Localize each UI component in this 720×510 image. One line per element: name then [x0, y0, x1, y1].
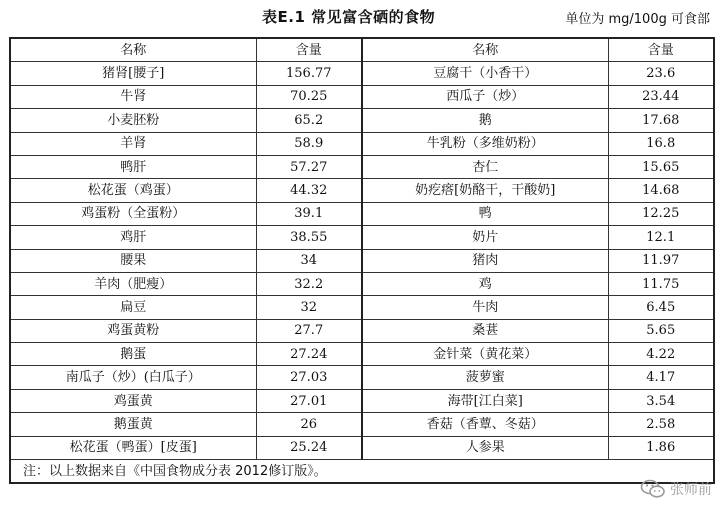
table-row — [10, 155, 714, 178]
food-name-cell: 松花蛋（鸡蛋） — [10, 179, 256, 202]
food-name-cell: 鹅蛋黄 — [10, 413, 256, 436]
selenium-value-cell: 38.55 — [256, 226, 362, 249]
header-name-right: 名称 — [362, 38, 608, 62]
selenium-value-cell: 14.68 — [608, 179, 714, 202]
food-name-cell: 鸭肝 — [10, 155, 256, 178]
table-row — [10, 85, 714, 108]
selenium-value-cell: 17.68 — [608, 109, 714, 132]
food-name-cell: 猪肾[腰子] — [10, 62, 256, 85]
selenium-value-cell: 5.65 — [608, 319, 714, 342]
selenium-value-cell: 2.58 — [608, 413, 714, 436]
food-name-cell: 鹅蛋 — [10, 343, 256, 366]
food-name-cell: 牛肾 — [10, 85, 256, 108]
selenium-value-cell: 11.75 — [608, 272, 714, 295]
title-bar — [0, 6, 720, 28]
watermark-text: 张师前 — [670, 482, 712, 498]
food-name-cell: 鸡 — [362, 272, 608, 295]
table-row — [10, 249, 714, 272]
selenium-value-cell: 156.77 — [256, 62, 362, 85]
table-row — [10, 413, 714, 436]
watermark — [640, 478, 712, 500]
selenium-value-cell: 32.2 — [256, 272, 362, 295]
food-name-cell: 豆腐干（小香干） — [362, 62, 608, 85]
header-name-left: 名称 — [10, 38, 256, 62]
header-row — [10, 38, 714, 62]
food-name-cell: 羊肉（肥瘦） — [10, 272, 256, 295]
selenium-value-cell: 23.44 — [608, 85, 714, 108]
header-value-right: 含量 — [608, 38, 714, 62]
table-row — [10, 366, 714, 389]
selenium-value-cell: 23.6 — [608, 62, 714, 85]
selenium-value-cell: 57.27 — [256, 155, 362, 178]
table-row — [10, 202, 714, 225]
selenium-value-cell: 32 — [256, 296, 362, 319]
table-row — [10, 109, 714, 132]
food-name-cell: 猪肉 — [362, 249, 608, 272]
food-name-cell: 鸡蛋黄 — [10, 389, 256, 412]
selenium-value-cell: 12.25 — [608, 202, 714, 225]
food-name-cell: 西瓜子（炒） — [362, 85, 608, 108]
selenium-value-cell: 4.17 — [608, 366, 714, 389]
table-row — [10, 436, 714, 459]
note-row — [10, 460, 714, 484]
food-name-cell: 牛乳粉（多维奶粉） — [362, 132, 608, 155]
table-row — [10, 389, 714, 412]
food-name-cell: 鸡蛋黄粉 — [10, 319, 256, 342]
food-name-cell: 桑葚 — [362, 319, 608, 342]
food-name-cell: 鸡肝 — [10, 226, 256, 249]
selenium-value-cell: 27.01 — [256, 389, 362, 412]
food-name-cell: 羊肾 — [10, 132, 256, 155]
source-note: 注：以上数据来自《中国食物成分表 2012修订版》。 — [10, 460, 714, 484]
selenium-value-cell: 39.1 — [256, 202, 362, 225]
unit-label: 单位为 mg/100g 可食部 — [565, 12, 710, 27]
food-name-cell: 鸭 — [362, 202, 608, 225]
selenium-value-cell: 15.65 — [608, 155, 714, 178]
selenium-value-cell: 3.54 — [608, 389, 714, 412]
food-name-cell: 腰果 — [10, 249, 256, 272]
header-value-left: 含量 — [256, 38, 362, 62]
selenium-value-cell: 6.45 — [608, 296, 714, 319]
table-row — [10, 62, 714, 85]
food-name-cell: 扁豆 — [10, 296, 256, 319]
selenium-value-cell: 26 — [256, 413, 362, 436]
food-name-cell: 牛肉 — [362, 296, 608, 319]
food-name-cell: 金针菜（黄花菜） — [362, 343, 608, 366]
table-title: 表E.1 常见富含硒的食物 — [262, 8, 436, 26]
food-name-cell: 奶片 — [362, 226, 608, 249]
table-row — [10, 179, 714, 202]
food-name-cell: 杏仁 — [362, 155, 608, 178]
food-name-cell: 南瓜子（炒）(白瓜子） — [10, 366, 256, 389]
selenium-value-cell: 27.7 — [256, 319, 362, 342]
table-row — [10, 319, 714, 342]
food-name-cell: 鸡蛋粉（全蛋粉） — [10, 202, 256, 225]
selenium-value-cell: 16.8 — [608, 132, 714, 155]
selenium-value-cell: 1.86 — [608, 436, 714, 459]
table-row — [10, 343, 714, 366]
selenium-value-cell: 34 — [256, 249, 362, 272]
selenium-value-cell: 12.1 — [608, 226, 714, 249]
selenium-value-cell: 27.03 — [256, 366, 362, 389]
food-name-cell: 菠萝蜜 — [362, 366, 608, 389]
selenium-value-cell: 4.22 — [608, 343, 714, 366]
selenium-value-cell: 44.32 — [256, 179, 362, 202]
selenium-value-cell: 58.9 — [256, 132, 362, 155]
food-name-cell: 奶疙瘩[奶酪干，干酸奶] — [362, 179, 608, 202]
selenium-foods-table — [9, 37, 715, 484]
selenium-value-cell: 65.2 — [256, 109, 362, 132]
table-row — [10, 296, 714, 319]
food-name-cell: 小麦胚粉 — [10, 109, 256, 132]
selenium-value-cell: 27.24 — [256, 343, 362, 366]
food-name-cell: 人参果 — [362, 436, 608, 459]
food-name-cell: 海带[江白菜] — [362, 389, 608, 412]
table-row — [10, 272, 714, 295]
food-name-cell: 鹅 — [362, 109, 608, 132]
selenium-value-cell: 11.97 — [608, 249, 714, 272]
food-name-cell: 松花蛋（鸭蛋）[皮蛋] — [10, 436, 256, 459]
wechat-icon — [640, 479, 666, 499]
selenium-value-cell: 70.25 — [256, 85, 362, 108]
table-row — [10, 132, 714, 155]
table-row — [10, 226, 714, 249]
food-name-cell: 香菇（香蕈、冬菇） — [362, 413, 608, 436]
selenium-value-cell: 25.24 — [256, 436, 362, 459]
